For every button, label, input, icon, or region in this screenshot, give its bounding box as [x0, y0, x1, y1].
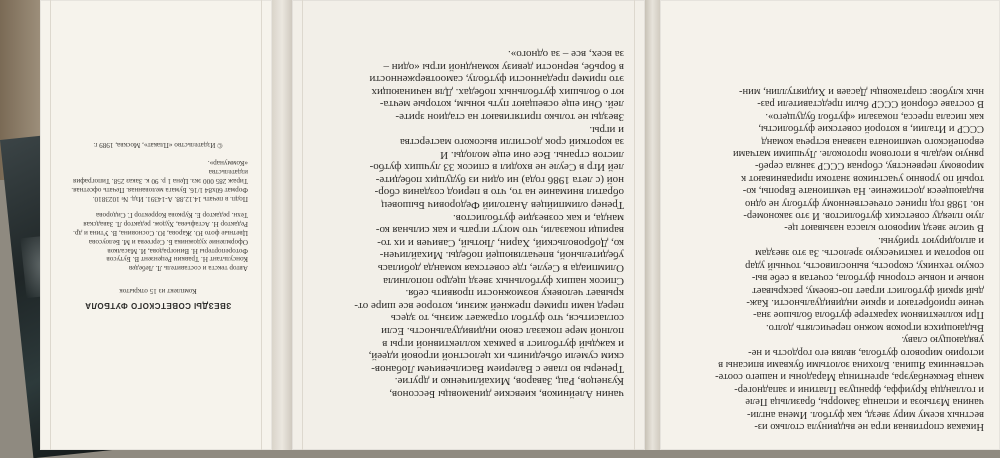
booklet-panel-right [660, 0, 1000, 450]
set-title: ЗВЕЗДЫ СОВЕТСКОГО ФУТБОЛА [84, 301, 232, 310]
colophon-block [68, 40, 248, 310]
fold-gap [272, 0, 292, 450]
print-info-text: Подп. в печать 14.12.88. А-14391. Изд. № 1023810. Формат 60x84 1/16. Бумага мелованная. Печать офсетная. Тираж 285 000 экз. Цена 1 р. 90 к. Заказ 258. Типография издательства «Коммунар». [71, 159, 248, 203]
right-text-block [676, 28, 984, 432]
right-article-text: Никакая спортивная игра не выдвинула столько из- вестных всему миру звезд, как футбол. Имена англи- чанина Мэтьюза и испанца Заморры, бразильца Пеле и голландца Круиффа, француза Платини и западногер- манца Беккенбауэра, аргентинца Марадоны и нашего сооте- чественника Яшина. Блохина золотыми буквами вписаны в историю мирового футбола, являя его гордость и не- увядающую славу. Выдающихся игроков можно перечислять долго. При коллективном характере футбола большое зна- чение приобретают и яркие индивидуальности. Каж- дый яркий футболист играет по-своему, раскрывает новые и новые стороны футбола, сочетая в себе вы- сокую технику, скорость, выносливость, точный удар по воротам и тактическую зрелость. За это звездам и аплодируют трибуны. В числе звезд мирового класса называют це- лую плеяду советских футболистов. И это закономер- но. 1988 год принес отечественному футболу не одно выдающееся достижение. На чемпионате Европы, ко- торый по уровню участников знатоки приравнивают к мировому первенству, сборная СССР заняла сереб- ряную медаль в итоговом протоколе. Лучшими матчами европейского чемпионата названа встреча команд СССР и Италии, в которой советские футболисты, как писала пресса, показали «футбол будущего». В составе сборной СССР были представители раз- ных клубов: спартаковцы Дасаев и Хидиятуллин, мин- [715, 86, 984, 432]
booklet-panel-middle [292, 0, 645, 450]
booklet-panel-left [40, 0, 272, 450]
copyright-text: © Издательство «Плакат», Москва, 1989 г. [93, 140, 223, 149]
credits-text: Автор текста и составитель Л. Лебедев Консультант Н. Травкин Рецензент В. Бутусов Фоторепортеры Н. Виноградова, И. Масалков Оформление художника Б. Сергеева и М. Белоусова Цветные фото Ю. Жарова, Ю. Сосновина, В. Утина и др. Редактор Н. Астафьева, Худож. редактор Л. Завадская Техн. редактор Е. Куркова Корректор Г. Сидорова [73, 211, 248, 273]
fold-gap [645, 0, 660, 450]
middle-article-text: чанин Алейников, киевские динамовцы Бессонов, Кузнецов, Рац, Заваров, Михайличенко и другие. Тренеры во главе с Валерием Васильевичем Лобанов- ским сумели объединить их целостной игровой идеей, и каждый футболист в рамках коллективной игры в полной мере показал свою индивидуальность. Если согласиться, что футбол отражает жизнь, то здесь перед нами пример прежней жизни, которое все шире от- крывает человеку возможности проявить себя. Список наших футбольных звезд щедро пополнила Олимпиада в Сеуле, где советская команда добилась убедительной, впечатляющей победы. Михайличен- ко, Добровольский, Харин, Лютый, Савичев и их то- варищи показали, что могут играть и как сильная ко- манда, и как созвездие футболистов. Тренер олимпийцев Анатолий Федорович Бышовец обратил внимание на то, что в период создания сбор- ной (с лета 1986 года) ни один из будущих победите- лей Игр в Сеуле не входил в список 33 лучших футбо- листов страны. Все они еще молоды. И за короткий срок достигли высокого мастерства и игры. Звезды не только притягивают на стадион зрите- лей. Они еще освещают путь юным, которые мечта- ют о больших футбольных победах. Для начинающих это пример преданности футболу, самоотверженности в борьбе, верности девизу командной игры «один – за всех, все – за одного». [354, 47, 624, 400]
set-info: Комплект из 15 открыток [119, 287, 197, 295]
middle-text-block [314, 40, 624, 400]
